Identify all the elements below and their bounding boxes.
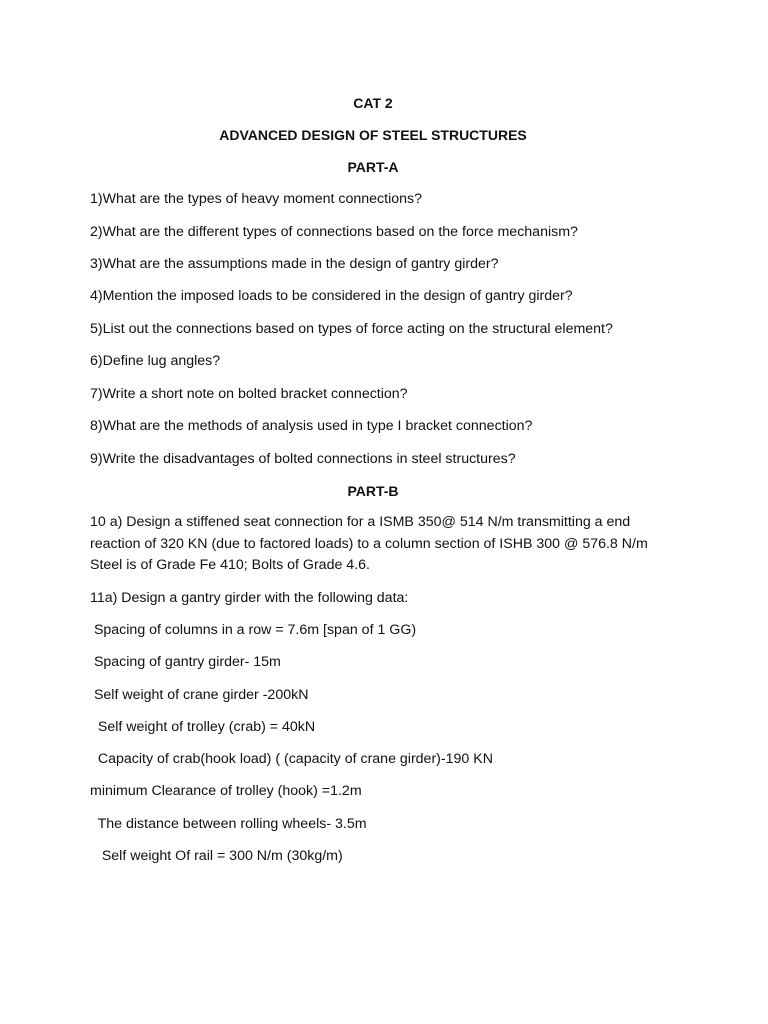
question-7: 7)Write a short note on bolted bracket connection? [90,386,408,402]
gantry-data-item: Spacing of columns in a row = 7.6m [span of 1 GG) [90,622,417,638]
question-5: 5)List out the connections based on types of force acting on the structural element? [90,321,613,337]
gantry-data-item: Self weight Of rail = 300 N/m (30kg/m) [90,848,343,864]
question-8: 8)What are the methods of analysis used in type I bracket connection? [90,418,533,434]
gantry-data-item: Self weight of crane girder -200kN [90,687,309,703]
question-11-intro: 11a) Design a gantry girder with the following data: [90,590,409,606]
gantry-data-item: Capacity of crab(hook load) ( (capacity of crane girder)-190 KN [90,751,493,767]
gantry-data-item: The distance between rolling wheels- 3.5m [90,816,367,832]
subject-title: ADVANCED DESIGN OF STEEL STRUCTURES [219,127,527,143]
question-10: 10 a) Design a stiffened seat connection for a ISMB 350@ 514 N/m transmitting a end reaction of 320 KN (due to factored loads) to a column section of ISHB 300 @ 576.8 N/m Steel is of Grade Fe 410; Bolts of Grade 4.6. [90,514,648,573]
question-4: 4)Mention the imposed loads to be considered in the design of gantry girder? [90,288,573,304]
gantry-data-item: minimum Clearance of trolley (hook) =1.2m [90,783,362,799]
question-3: 3)What are the assumptions made in the design of gantry girder? [90,256,499,272]
gantry-data-item: Self weight of trolley (crab) = 40kN [90,719,316,735]
exam-title: CAT 2 [353,95,393,111]
question-6: 6)Define lug angles? [90,353,221,369]
question-1: 1)What are the types of heavy moment connections? [90,191,423,207]
part-b-heading: PART-B [347,483,399,499]
question-9: 9)Write the disadvantages of bolted connections in steel structures? [90,451,516,467]
gantry-data-item: Spacing of gantry girder- 15m [90,654,281,670]
part-a-heading: PART-A [347,159,399,175]
question-2: 2)What are the different types of connections based on the force mechanism? [90,224,578,240]
